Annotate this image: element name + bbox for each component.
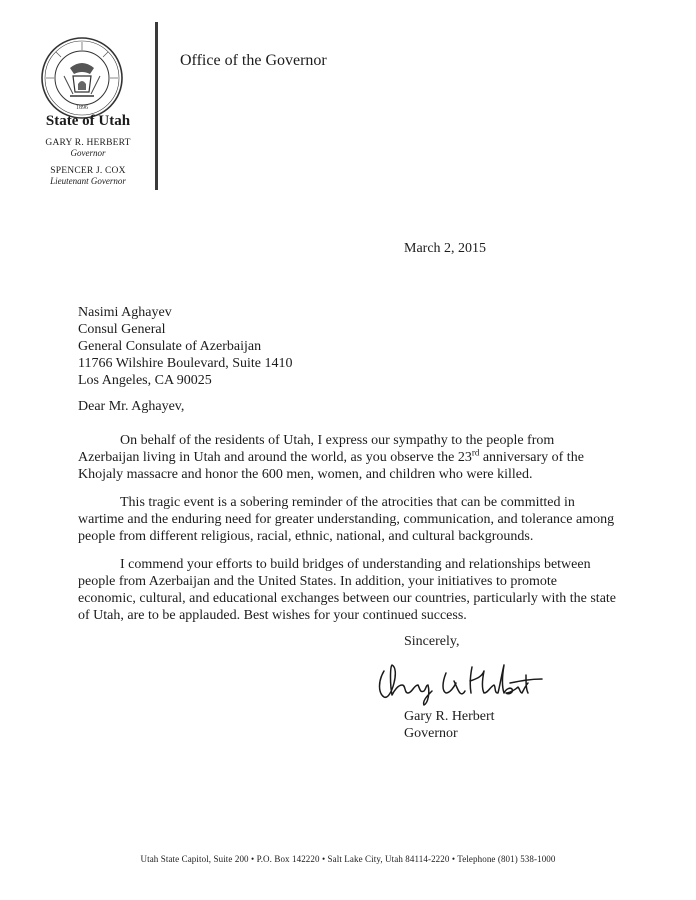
paragraph-3: I commend your efforts to build bridges of understanding and relationships between people from Azerbaijan and the United States. In addition, your initiatives to promote economic, cultural, and educational exchanges between our countries, particularly with the state of Utah, are to be applauded. Best wishes for your continued success.: [78, 557, 617, 623]
handwritten-signature: [370, 655, 550, 710]
great-seal-of-utah-icon: [40, 36, 124, 120]
paragraph-1: [78, 432, 618, 483]
recipient-name: Nasimi Aghayev: [78, 305, 172, 320]
lt-governor-title: Lieutenant Governor: [50, 176, 126, 186]
governor-block: [8, 138, 168, 158]
ordinal-suffix: rd: [471, 447, 480, 458]
recipient-address: [78, 304, 292, 389]
footer-address: Utah State Capitol, Suite 200 • P.O. Box 142220 • Salt Lake City, Utah 84114-2220 • Telephone (801) 538-1000: [140, 854, 556, 864]
recipient-street: 11766 Wilshire Boulevard, Suite 1410: [78, 356, 293, 371]
closing: Sincerely,: [404, 634, 460, 649]
state-name: State of Utah: [45, 113, 131, 129]
svg-text:1896: 1896: [76, 105, 88, 111]
governor-title: Governor: [70, 148, 106, 158]
recipient-organization: General Consulate of Azerbaijan: [78, 339, 262, 354]
recipient-title: Consul General: [78, 322, 166, 337]
letter-date: March 2, 2015: [404, 241, 487, 256]
recipient-city: Los Angeles, CA 90025: [78, 373, 212, 388]
salutation: Dear Mr. Aghayev,: [78, 399, 185, 414]
office-title: Office of the Governor: [180, 52, 327, 69]
signer-name: Gary R. Herbert: [404, 709, 495, 724]
paragraph-1-text-b: anniversary of the Khojaly massacre and honor the 600 men, women, and children who were killed.: [78, 450, 584, 482]
signer-block: [404, 708, 495, 742]
paragraph-1-text-a: On behalf of the residents of Utah, I express our sympathy to the people from Azerbaijan living in Utah and around the world, as you observe the 23: [78, 433, 555, 465]
paragraph-2: This tragic event is a sobering reminder of the atrocities that can be committed in wartime and the enduring need for greater understanding, communication, and tolerance among people from different religious, racial, ethnic, national, and cultural backgrounds.: [78, 495, 615, 544]
governor-name: GARY R. HERBERT: [45, 138, 131, 148]
letterhead-divider: [155, 22, 158, 190]
signer-title: Governor: [404, 726, 458, 741]
lt-governor-name: SPENCER J. COX: [50, 166, 126, 176]
lt-governor-block: [8, 166, 168, 186]
